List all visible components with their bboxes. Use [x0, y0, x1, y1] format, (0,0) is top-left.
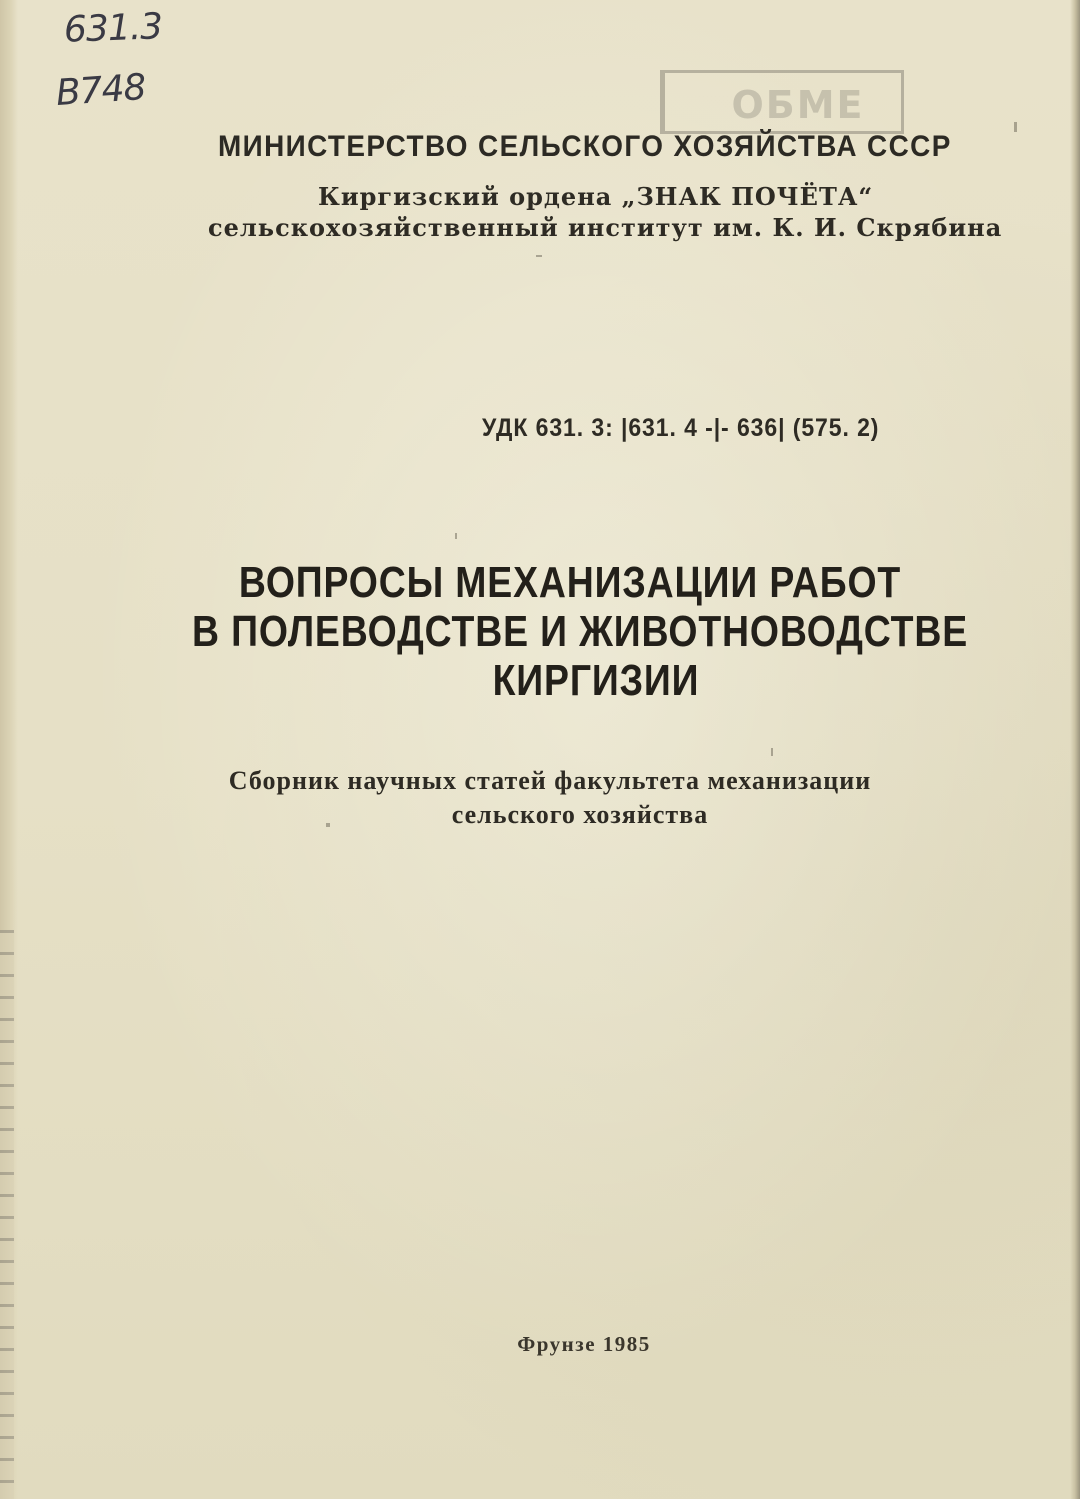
udk-code: УДК 631. 3: |631. 4 -|- 636| (575. 2)	[482, 414, 880, 442]
handwritten-shelf-code: В748	[54, 66, 147, 115]
ministry-heading: МИНИСТЕРСТВО СЕЛЬСКОГО ХОЗЯЙСТВА СССР	[218, 130, 952, 163]
library-stamp	[660, 70, 904, 134]
library-stamp-text: ОБМЕ	[731, 83, 865, 127]
book-title-line-2: В ПОЛЕВОДСТВЕ И ЖИВОТНОВОДСТВЕ	[192, 607, 968, 656]
institute-line-2: сельскохозяйственный институт им. К. И. Скрябина	[208, 213, 1003, 242]
handwritten-shelf-class: 631.3	[63, 6, 163, 51]
imprint-city-year: Фрунзе 1985	[517, 1332, 651, 1356]
book-title-line-1: ВОПРОСЫ МЕХАНИЗАЦИИ РАБОТ	[238, 558, 902, 607]
right-paper-edge	[1070, 0, 1080, 1499]
book-title-line-3: КИРГИЗИИ	[492, 656, 700, 705]
institute-line-1: Киргизский ордена „ЗНАК ПОЧЁТА“	[318, 182, 874, 211]
paper-speck	[1014, 122, 1017, 132]
paper-speck	[771, 748, 773, 756]
binding-marks	[0, 930, 14, 1499]
paper-speck	[455, 533, 457, 539]
subtitle-line-1: Сборник научных статей факультета механизации	[228, 766, 872, 795]
paper-speck	[326, 823, 330, 827]
subtitle-line-2: сельского хозяйства	[451, 800, 709, 829]
paper-speck	[536, 255, 542, 257]
